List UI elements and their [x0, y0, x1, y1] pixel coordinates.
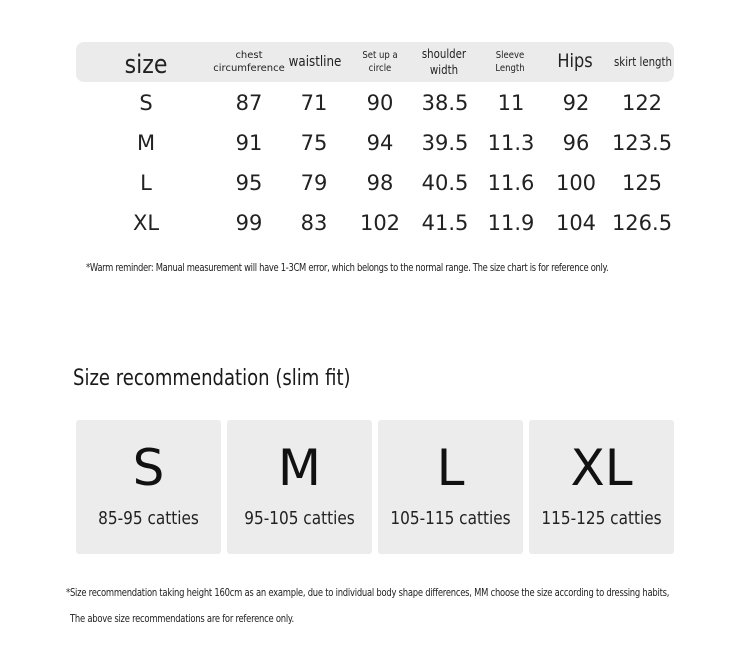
cell-skirt: 122 [621, 91, 663, 115]
cell-skirt: 126.5 [611, 211, 673, 235]
card-size-label: M [277, 439, 322, 497]
cell-circle: 90 [366, 91, 394, 115]
cell-waist: 83 [300, 211, 328, 235]
cell-size: S [139, 91, 153, 115]
header-hips: Hips [557, 50, 593, 73]
cell-shoulder: 41.5 [421, 211, 469, 235]
recommendation-note-line2: The above size recommendations are for reference only. [70, 613, 294, 625]
cell-sleeve: 11.6 [487, 171, 535, 195]
size-card-m [227, 420, 372, 554]
card-size-label: L [436, 439, 465, 497]
cell-circle: 94 [366, 131, 394, 155]
cell-chest: 91 [235, 131, 263, 155]
header-chest: chest circumference [213, 49, 285, 74]
cell-size: XL [132, 211, 160, 235]
cell-circle: 98 [366, 171, 394, 195]
cell-shoulder: 38.5 [421, 91, 469, 115]
cell-hips: 100 [555, 171, 597, 195]
table-row [0, 203, 750, 243]
cell-shoulder: 40.5 [421, 171, 469, 195]
recommendation-note-line1: *Size recommendation taking height 160cm as an example, due to individual body shape differences, MM choose the size according to dressing habits, [66, 587, 670, 599]
cell-waist: 79 [300, 171, 328, 195]
table-row [0, 123, 750, 163]
cell-sleeve: 11 [497, 91, 525, 115]
warm-reminder-note: *Warm reminder: Manual measurement will have 1-3CM error, which belongs to the normal range. The size chart is for reference only. [86, 262, 609, 274]
cell-chest: 95 [235, 171, 263, 195]
cell-hips: 96 [562, 131, 590, 155]
table-row [0, 83, 750, 123]
header-waistline: waistline [288, 53, 342, 70]
cell-chest: 87 [235, 91, 263, 115]
cell-size: L [140, 171, 152, 195]
cell-skirt: 125 [621, 171, 663, 195]
cell-sleeve: 11.3 [487, 131, 535, 155]
cell-skirt: 123.5 [611, 131, 673, 155]
header-sleeve: Sleeve Length [495, 49, 525, 74]
card-size-label: XL [570, 439, 633, 497]
cell-hips: 92 [562, 91, 590, 115]
card-weight-range: 95-105 catties [244, 508, 355, 529]
size-recommendation-title: Size recommendation (slim fit) [73, 366, 351, 391]
cell-chest: 99 [235, 211, 263, 235]
card-weight-range: 115-125 catties [541, 508, 662, 529]
header-shoulder: shoulder width [421, 46, 467, 77]
cell-size: M [136, 131, 156, 155]
size-card-xl [529, 420, 674, 554]
card-size-label: S [132, 439, 165, 497]
size-chart-header [76, 42, 674, 82]
size-card-l [378, 420, 523, 554]
size-card-s [76, 420, 221, 554]
table-row [0, 163, 750, 203]
card-weight-range: 85-95 catties [98, 508, 199, 529]
cell-hips: 104 [555, 211, 597, 235]
card-weight-range: 105-115 catties [390, 508, 511, 529]
cell-waist: 71 [300, 91, 328, 115]
cell-shoulder: 39.5 [421, 131, 469, 155]
cell-waist: 75 [300, 131, 328, 155]
cell-circle: 102 [359, 211, 401, 235]
cell-sleeve: 11.9 [487, 211, 535, 235]
header-setup-circle: Set up a circle [362, 49, 398, 74]
header-size: size [124, 50, 168, 81]
header-skirt-length: skirt length [613, 54, 673, 69]
